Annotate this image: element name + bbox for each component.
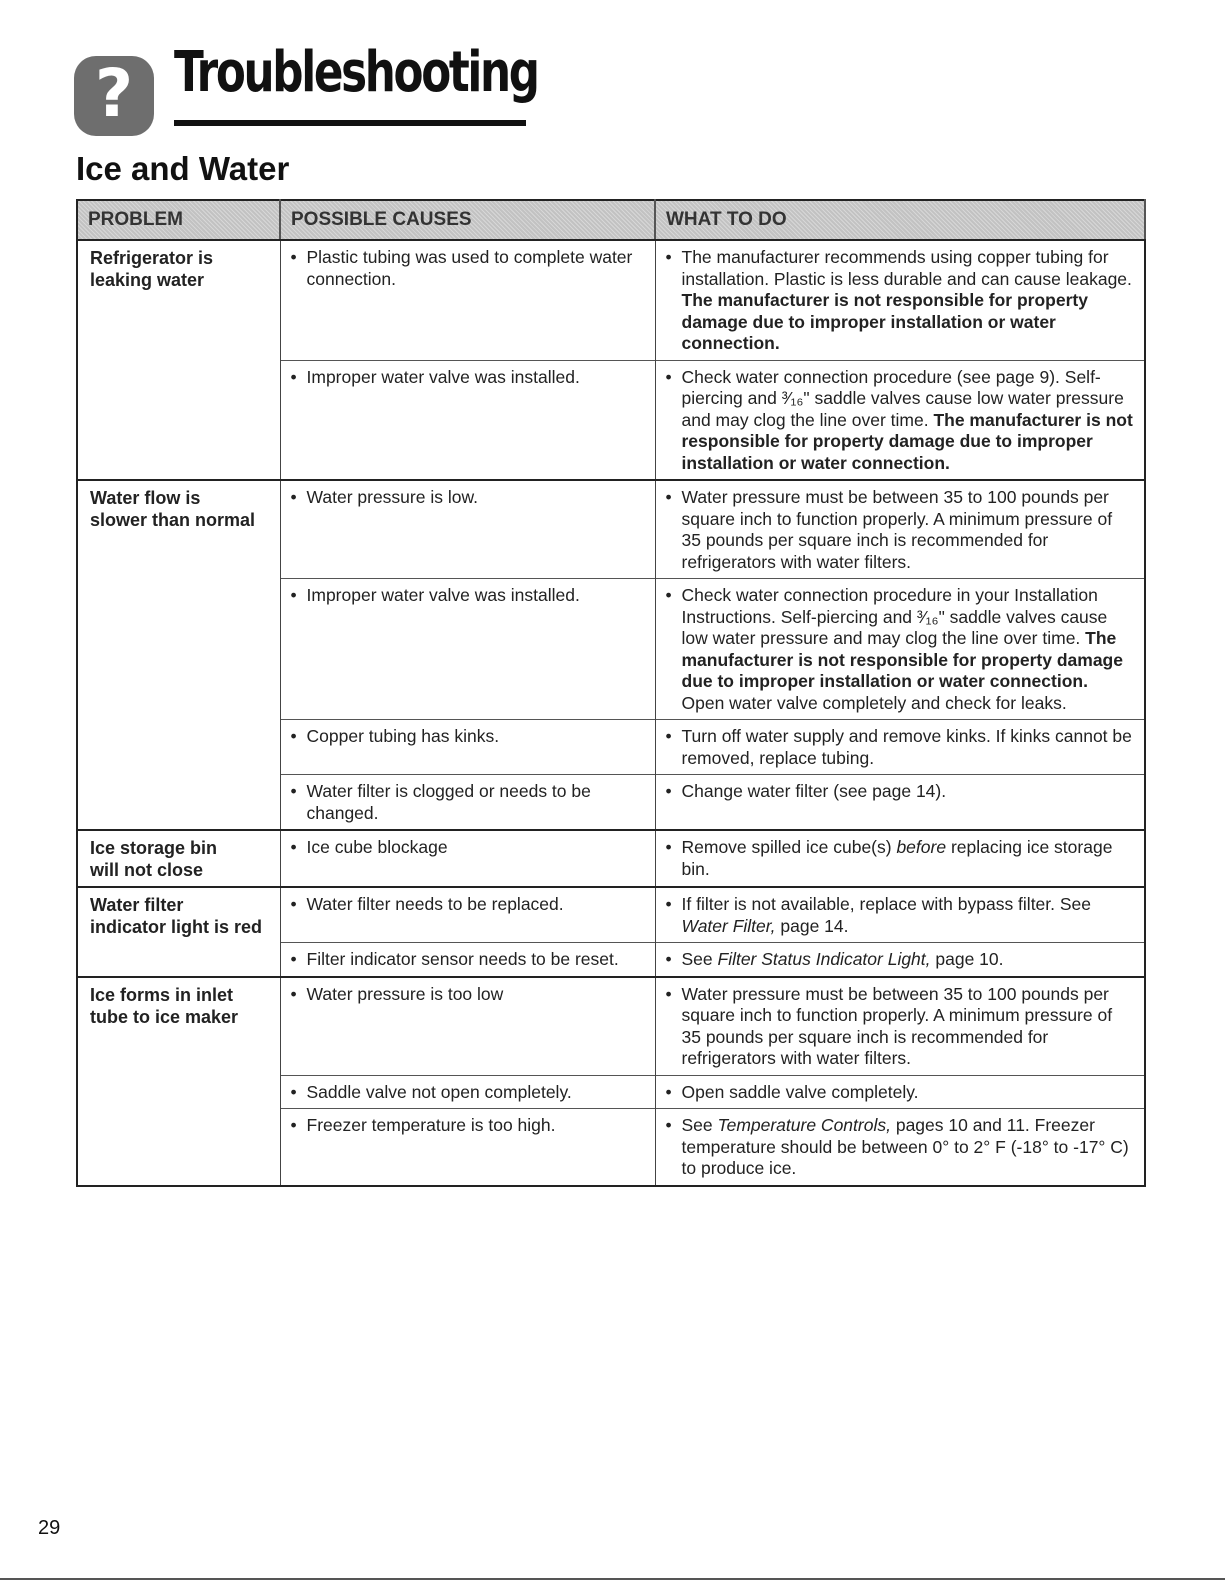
text-segment: replacing ice storage bin. bbox=[681, 837, 1113, 879]
italic-reference: Temperature Controls, bbox=[717, 1115, 891, 1135]
cause-text: Water filter needs to be replaced. bbox=[306, 894, 564, 914]
bullet-dot: • bbox=[290, 726, 297, 746]
what-to-do-text bbox=[682, 1115, 1135, 1180]
bullet-dot: • bbox=[290, 837, 297, 857]
cause-text: Saddle valve not open completely. bbox=[306, 1081, 572, 1102]
cause-text: Water pressure is too low bbox=[306, 983, 504, 1004]
problem-cell bbox=[77, 240, 280, 480]
bullet-dot: • bbox=[665, 1115, 672, 1135]
what-to-do-cell bbox=[655, 977, 1145, 1076]
what-to-do-cell bbox=[655, 480, 1145, 579]
question-mark-icon bbox=[74, 56, 154, 136]
cause-cell bbox=[280, 943, 655, 977]
problem-cell bbox=[77, 977, 280, 1186]
what-to-do-cell bbox=[655, 775, 1145, 831]
text-segment: Open saddle valve completely. bbox=[681, 1081, 919, 1102]
page-title: Troubleshooting bbox=[174, 40, 538, 105]
what-to-do-text bbox=[682, 726, 1135, 769]
text-segment: Check water connection procedure (see page 9). Self-piercing and ³⁄₁₆" saddle valves cause low water pressure and may clog the line over time. bbox=[681, 366, 1124, 430]
cause-cell bbox=[280, 775, 655, 831]
bullet-dot: • bbox=[665, 585, 672, 605]
footer-rule bbox=[0, 1578, 1225, 1580]
text-segment: If filter is not available, replace with bypass filter. See bbox=[681, 894, 1092, 914]
problem-cell bbox=[77, 887, 280, 977]
text-segment: Turn off water supply and remove kinks. If kinks cannot be removed, replace tubing. bbox=[681, 726, 1132, 768]
bullet-dot: • bbox=[290, 247, 297, 267]
bullet-dot: • bbox=[665, 837, 672, 857]
text-segment: The manufacturer recommends using copper tubing for installation. Plastic is less durable and can cause leakage. bbox=[681, 247, 1132, 289]
cause-text: Freezer temperature is too high. bbox=[306, 1115, 556, 1135]
what-to-do-text bbox=[682, 984, 1135, 1070]
cause-text: Copper tubing has kinks. bbox=[306, 726, 500, 746]
problem-cell bbox=[77, 480, 280, 830]
italic-reference: before bbox=[896, 837, 947, 857]
text-segment: Check water connection procedure in your Installation Instructions. Self-piercing and ³⁄₁₆" saddle valves cause low water pressure and may clog the line over time. bbox=[681, 585, 1108, 648]
title-underline bbox=[174, 120, 526, 126]
bullet-dot: • bbox=[290, 585, 297, 605]
bold-note: The manufacturer is not responsible for property damage due to improper installation or water connection. bbox=[681, 409, 1133, 473]
what-to-do-cell bbox=[655, 943, 1145, 977]
bullet-dot: • bbox=[290, 894, 297, 914]
what-to-do-text bbox=[682, 894, 1135, 937]
cause-text: Improper water valve was installed. bbox=[306, 366, 580, 387]
italic-reference: Water Filter, bbox=[681, 915, 776, 936]
cause-text: Water filter is clogged or needs to be changed. bbox=[306, 781, 591, 823]
bold-note: The manufacturer is not responsible for property damage due to improper installation or water connection. bbox=[681, 290, 1088, 353]
bullet-dot: • bbox=[290, 366, 297, 387]
troubleshooting-table bbox=[76, 199, 1146, 1187]
what-to-do-text bbox=[682, 367, 1135, 475]
bold-note: The manufacturer is not responsible for property damage due to improper installation or water connection. bbox=[681, 628, 1123, 691]
cause-cell bbox=[280, 830, 655, 887]
what-to-do-text bbox=[682, 1082, 1135, 1104]
column-header-problem: PROBLEM bbox=[77, 200, 280, 240]
table-row bbox=[77, 240, 1145, 360]
bullet-dot: • bbox=[665, 366, 672, 387]
problem-cell bbox=[77, 830, 280, 887]
cause-text: Water pressure is low. bbox=[306, 487, 478, 507]
bullet-dot: • bbox=[665, 894, 672, 914]
table-body bbox=[77, 240, 1145, 1186]
what-to-do-text bbox=[682, 487, 1135, 573]
bullet-dot: • bbox=[665, 726, 672, 746]
what-to-do-cell bbox=[655, 1075, 1145, 1109]
section-title: Ice and Water bbox=[76, 150, 290, 187]
cause-cell bbox=[280, 887, 655, 943]
bullet-dot: • bbox=[665, 949, 672, 969]
problem-label: Refrigerator is leaking water bbox=[90, 248, 214, 290]
table-header-row bbox=[77, 200, 1145, 240]
what-to-do-cell bbox=[655, 887, 1145, 943]
cause-text: Ice cube blockage bbox=[306, 837, 448, 857]
text-segment: Water pressure must be between 35 to 100 pounds per square inch to function properly. A minimum pressure of 35 pounds per square inch is recommended for refrigerators with water filters. bbox=[681, 487, 1113, 572]
bullet-dot: • bbox=[665, 983, 672, 1004]
problem-label: Ice forms in inlet tube to ice maker bbox=[90, 984, 239, 1027]
cause-cell bbox=[280, 480, 655, 579]
bullet-dot: • bbox=[665, 1081, 672, 1102]
question-mark-glyph: ? bbox=[94, 55, 134, 132]
what-to-do-text bbox=[682, 837, 1135, 880]
cause-cell bbox=[280, 1075, 655, 1109]
text-segment: Open water valve completely and check for leaks. bbox=[681, 692, 1067, 713]
italic-reference: Filter Status Indicator Light, bbox=[717, 949, 931, 969]
problem-label: Water filter indicator light is red bbox=[90, 895, 263, 937]
what-to-do-cell bbox=[655, 579, 1145, 720]
bullet-dot: • bbox=[290, 1115, 297, 1135]
what-to-do-cell bbox=[655, 720, 1145, 775]
cause-text: Improper water valve was installed. bbox=[306, 585, 580, 605]
what-to-do-text bbox=[682, 247, 1135, 355]
column-header-possible-causes: POSSIBLE CAUSES bbox=[280, 200, 655, 240]
what-to-do-cell bbox=[655, 240, 1145, 360]
text-segment: See bbox=[681, 1115, 718, 1135]
text-segment: See bbox=[681, 949, 718, 969]
cause-cell bbox=[280, 1109, 655, 1186]
page-number: 29 bbox=[38, 1517, 61, 1539]
column-header-what-to-do: WHAT TO DO bbox=[655, 200, 1145, 240]
problem-label: Ice storage bin will not close bbox=[90, 838, 218, 880]
problem-label: Water flow is slower than normal bbox=[90, 488, 256, 530]
cause-text: Filter indicator sensor needs to be reset. bbox=[306, 949, 619, 969]
what-to-do-cell bbox=[655, 360, 1145, 480]
text-segment: page 10. bbox=[930, 949, 1004, 969]
what-to-do-text bbox=[682, 781, 1135, 803]
text-segment: Remove spilled ice cube(s) bbox=[681, 837, 897, 857]
cause-cell bbox=[280, 360, 655, 480]
what-to-do-cell bbox=[655, 830, 1145, 887]
what-to-do-cell bbox=[655, 1109, 1145, 1186]
cause-cell bbox=[280, 579, 655, 720]
what-to-do-text bbox=[682, 585, 1135, 714]
bullet-dot: • bbox=[290, 487, 297, 507]
bullet-dot: • bbox=[665, 247, 672, 267]
bullet-dot: • bbox=[290, 781, 297, 801]
bullet-dot: • bbox=[665, 781, 672, 801]
cause-text: Plastic tubing was used to complete water connection. bbox=[306, 247, 633, 289]
table-row bbox=[77, 887, 1145, 943]
bullet-dot: • bbox=[290, 983, 297, 1004]
cause-cell bbox=[280, 720, 655, 775]
cause-cell bbox=[280, 977, 655, 1076]
what-to-do-text bbox=[682, 949, 1135, 971]
table-row bbox=[77, 830, 1145, 887]
text-segment: Water pressure must be between 35 to 100 pounds per square inch to function properly. A minimum pressure of 35 pounds per square inch is recommended for refrigerators with water filters. bbox=[681, 983, 1113, 1068]
table-row bbox=[77, 480, 1145, 579]
text-segment: Change water filter (see page 14). bbox=[681, 781, 947, 801]
table-row bbox=[77, 977, 1145, 1076]
bullet-dot: • bbox=[665, 487, 672, 507]
cause-cell bbox=[280, 240, 655, 360]
text-segment: pages 10 and 11. Freezer temperature should be between 0° to 2° F (-18° to -17° C) to produce ice. bbox=[681, 1115, 1129, 1178]
bullet-dot: • bbox=[290, 949, 297, 969]
text-segment: page 14. bbox=[775, 915, 849, 936]
bullet-dot: • bbox=[290, 1081, 297, 1102]
